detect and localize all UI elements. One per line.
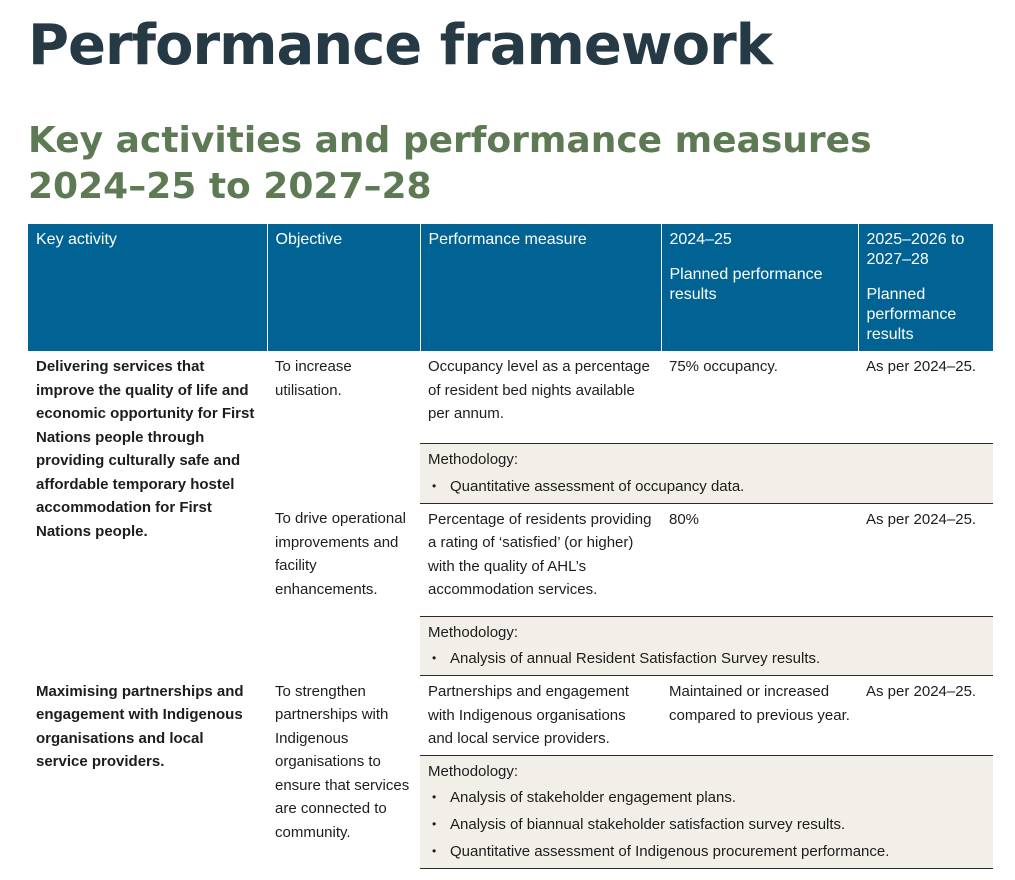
performance-table xyxy=(28,224,993,869)
methodology-item: • Quantitative assessment of Indigenous procurement performance. xyxy=(428,839,985,864)
table-row xyxy=(28,676,993,756)
key-activity-cell: Delivering services that improve the quality of life and economic opportunity for First Nations people through providing culturally safe and affordable temporary hostel accommodation for First Nations people. xyxy=(36,358,255,540)
methodology-label: Methodology: xyxy=(428,623,519,641)
methodology-cell xyxy=(420,444,993,504)
header-performance-measure: Performance measure xyxy=(420,224,661,351)
result-2024-25-cell: 80% xyxy=(669,510,700,528)
methodology-item: • Analysis of annual Resident Satisfaction Survey results. xyxy=(428,646,985,671)
methodology-cell xyxy=(420,616,993,676)
methodology-item: • Quantitative assessment of occupancy data. xyxy=(428,474,985,499)
result-2024-25-cell: 75% occupancy. xyxy=(669,358,778,375)
measure-cell: Occupancy level as a percentage of resident bed nights available per annum. xyxy=(428,358,650,422)
page-title: Performance framework xyxy=(28,13,772,78)
section-title-line1: Key activities and performance measures xyxy=(28,120,872,161)
header-2025-28 xyxy=(858,224,993,351)
objective-cell: To strengthen partnerships with Indigenous organisations to ensure that services are connected to community. xyxy=(275,682,410,841)
section-title xyxy=(28,118,872,210)
table-row xyxy=(28,351,993,444)
result-later-cell: As per 2024–25. xyxy=(866,358,977,375)
measure-cell: Percentage of residents providing a rating of ‘satisfied’ (or higher) with the quality of AHL’s accommodation services. xyxy=(428,510,652,598)
objective-cell: To increase utilisation. xyxy=(275,358,352,399)
methodology-list xyxy=(428,474,985,499)
table-header-row xyxy=(28,224,993,351)
header-2025-28-year: 2025–2026 to 2027–28 xyxy=(866,231,965,268)
methodology-label: Methodology: xyxy=(428,762,519,780)
result-later-cell: As per 2024–25. xyxy=(866,510,977,528)
header-key-activity: Key activity xyxy=(28,224,267,351)
section-title-line2: 2024–25 to 2027–28 xyxy=(28,166,432,207)
objective-cell: To drive operational improvements and facility enhancements. xyxy=(275,510,406,598)
key-activity-cell: Maximising partnerships and engagement with Indigenous organisations and local service providers. xyxy=(36,682,244,770)
header-objective: Objective xyxy=(267,224,420,351)
methodology-list xyxy=(428,785,985,864)
methodology-cell xyxy=(420,755,993,869)
result-2024-25-cell: Maintained or increased compared to previous year. xyxy=(669,683,850,724)
methodology-list xyxy=(428,646,985,671)
methodology-item: • Analysis of stakeholder engagement plans. xyxy=(428,785,985,810)
methodology-label: Methodology: xyxy=(428,451,519,468)
result-later-cell: As per 2024–25. xyxy=(866,683,977,700)
header-2024-25-sub: Planned performance results xyxy=(669,266,823,303)
measure-cell: Partnerships and engagement with Indigenous organisations and local service providers. xyxy=(428,683,629,747)
header-2025-28-sub: Planned performance results xyxy=(866,286,957,343)
methodology-item: • Analysis of biannual stakeholder satisfaction survey results. xyxy=(428,812,985,837)
header-2024-25-year: 2024–25 xyxy=(669,231,732,248)
header-2024-25 xyxy=(661,224,858,351)
